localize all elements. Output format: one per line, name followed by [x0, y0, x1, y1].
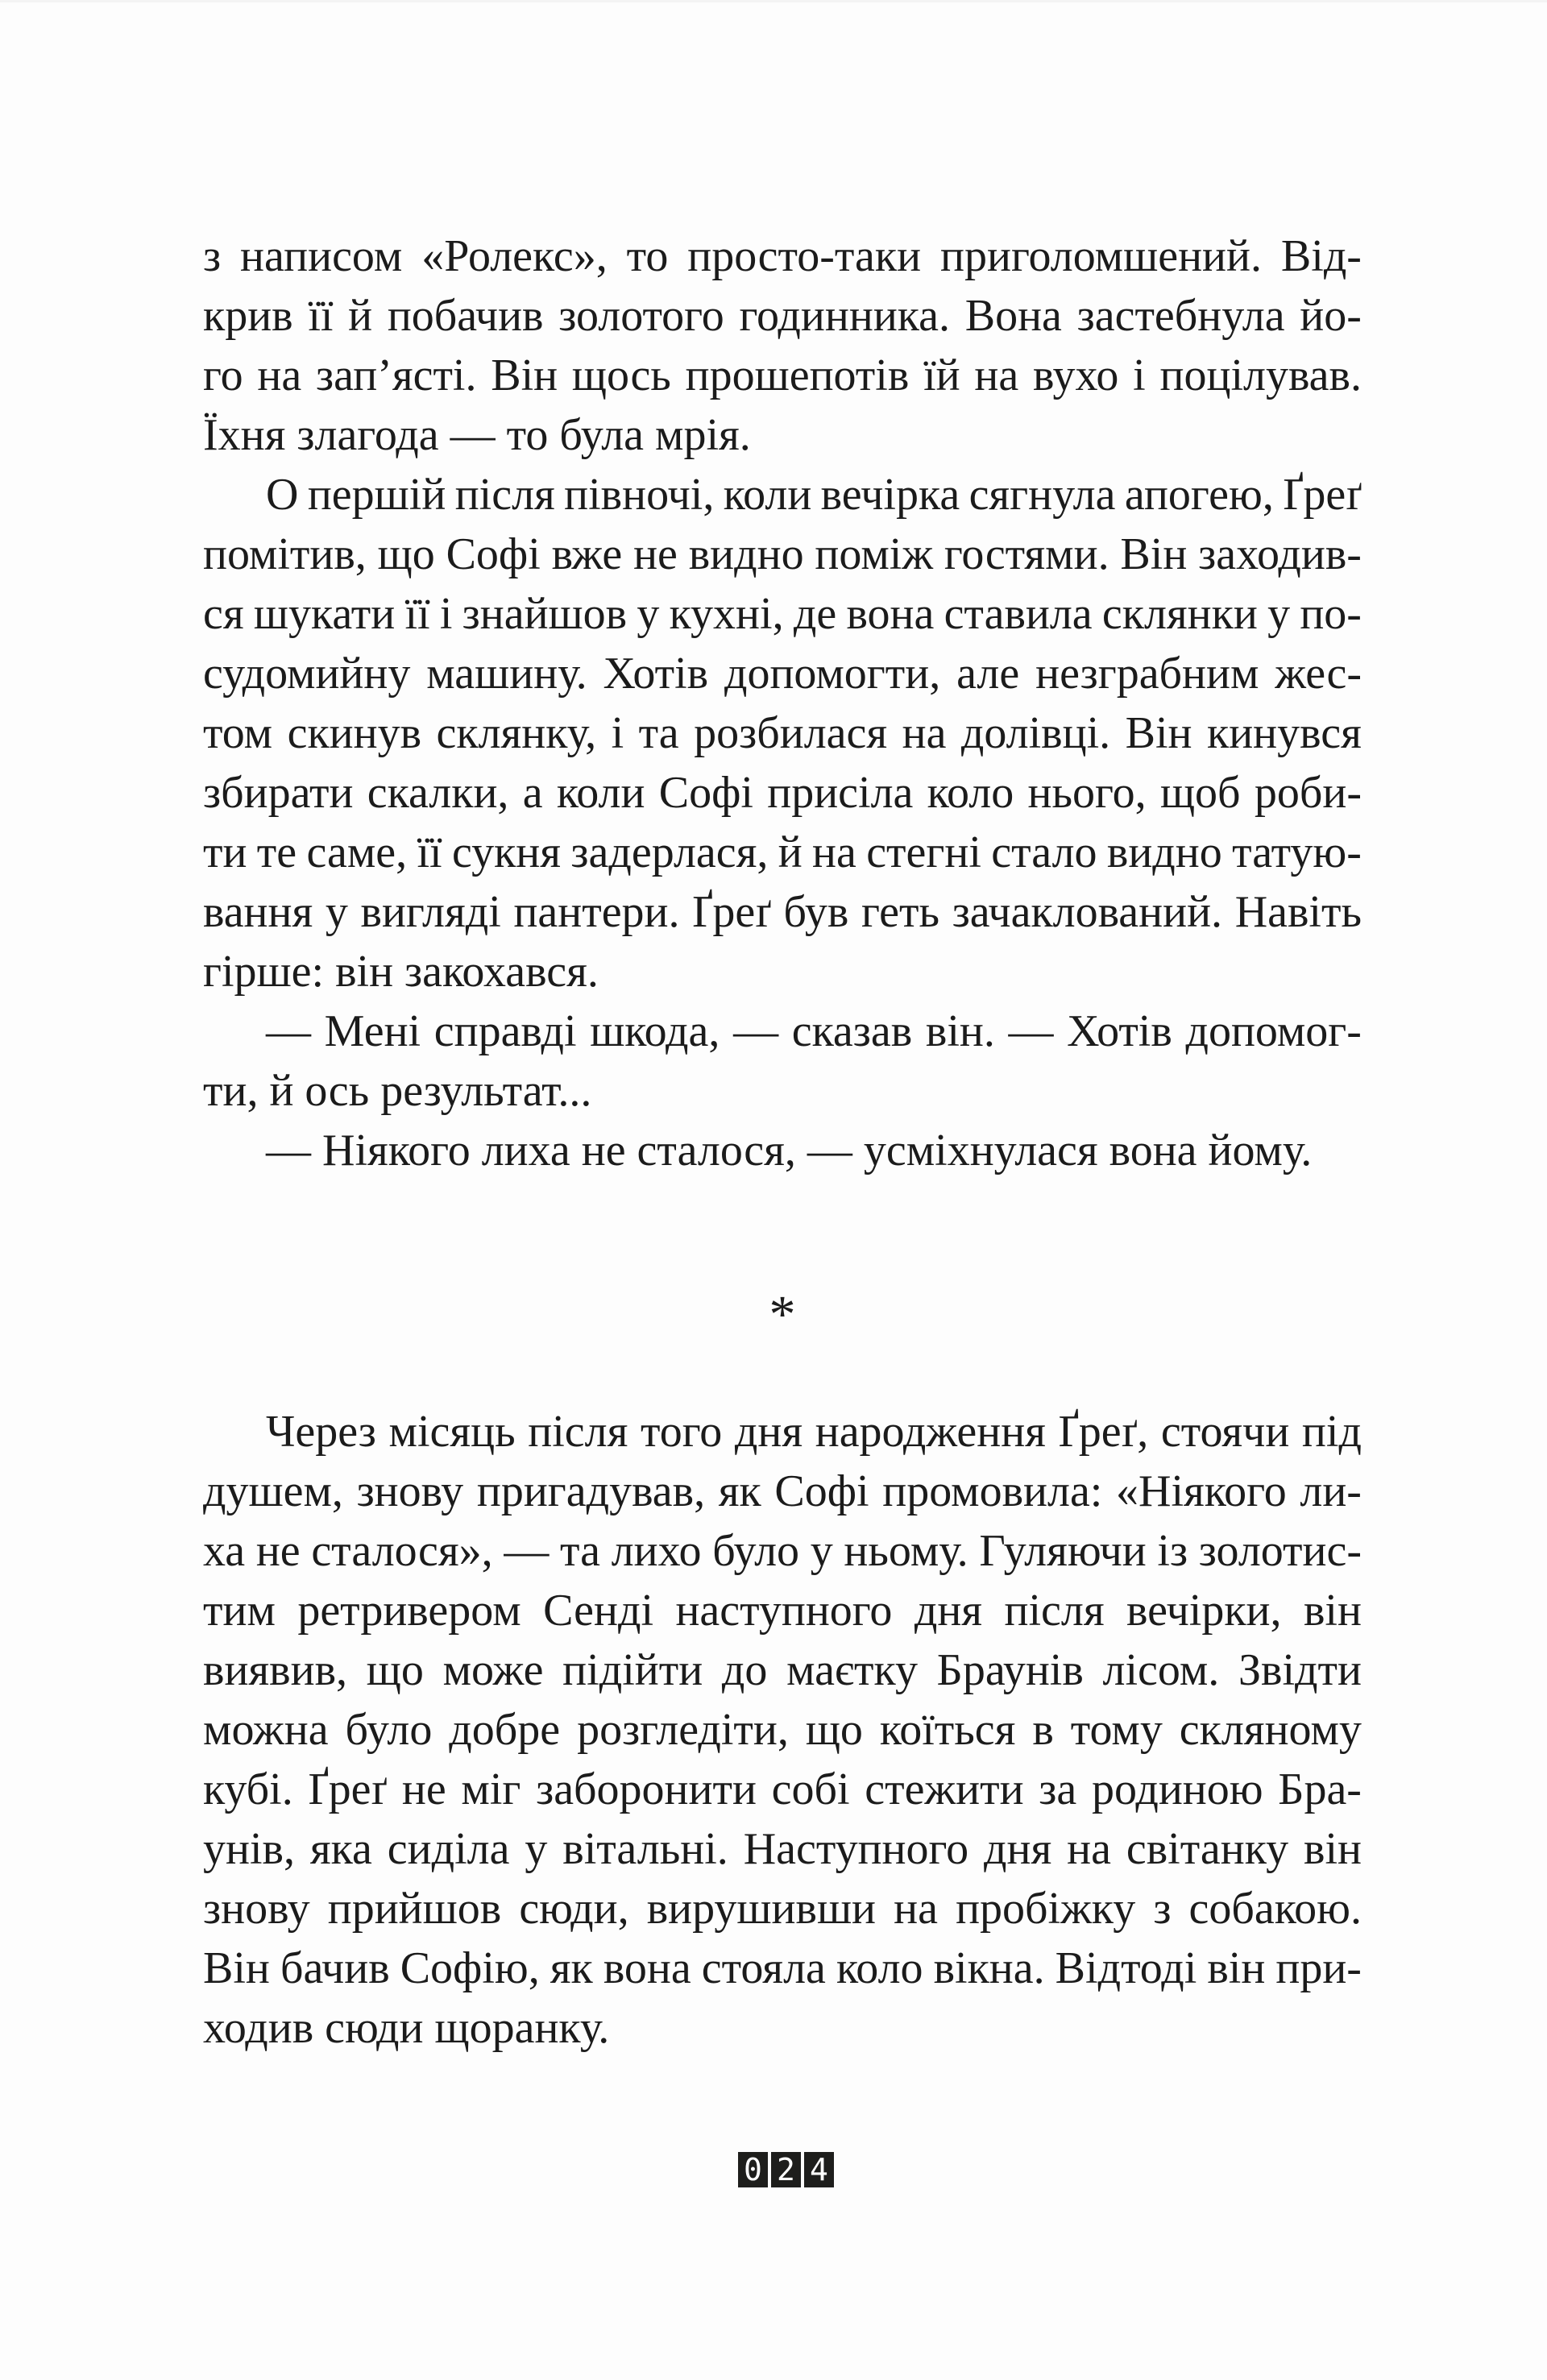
text-line: кубі. Ґреґ не міг заборонити собі стежити за родиною Бра-: [203, 1764, 1362, 1814]
text-line: Через місяць після того дня народження Ґреґ, стоячи під: [266, 1407, 1362, 1457]
text-line: вання у вигляді пантери. Ґреґ був геть зачаклований. Навіть: [203, 887, 1362, 937]
text-line: Їхня злагода — то була мрія.: [203, 410, 751, 460]
text-line: О першій після півночі, коли вечірка сягнула апогею, Ґреґ: [266, 470, 1362, 520]
text-line: знову прийшов сюди, вирушивши на пробіжку з собакою.: [203, 1884, 1362, 1934]
text-line: го на зап’ясті. Він щось прошепотів їй на вухо і поцілував.: [203, 350, 1362, 400]
page-edge-shadow: [0, 0, 1547, 2]
page-number-digit-box: 2: [771, 2152, 801, 2187]
text-line: ходив сюди щоранку.: [203, 2003, 610, 2053]
page-number: [738, 2152, 834, 2187]
text-line: з написом «Ролекс», то просто-таки приголомшений. Від-: [203, 231, 1362, 281]
body-text-block-2: [203, 1402, 1362, 2058]
text-line: том скинув склянку, і та розбилася на долівці. Він кинувся: [203, 708, 1362, 758]
text-line: можна було добре розгледіти, що коїться в тому скляному: [203, 1705, 1362, 1755]
asterisk-separator-glyph: *: [769, 1285, 796, 1344]
text-line: гірше: він закохався.: [203, 947, 599, 997]
text-line: крив її й побачив золотого годинника. Вона застебнула йо-: [203, 291, 1362, 341]
text-line: збирати скалки, а коли Софі присіла коло нього, щоб роби-: [203, 768, 1362, 818]
text-line: Він бачив Софію, як вона стояла коло вікна. Відтоді він при-: [203, 1943, 1362, 1993]
text-line: судомийну машину. Хотів допомогти, але незграбним жес-: [203, 649, 1362, 699]
text-line: виявив, що може підійти до маєтку Браунів лісом. Звідти: [203, 1645, 1362, 1695]
text-line: ти те саме, її сукня задерлася, й на стегні стало видно татую-: [203, 827, 1362, 877]
body-text-block-1: [203, 226, 1362, 1180]
text-line: ти, й ось результат...: [203, 1066, 592, 1116]
text-line: тим ретривером Сенді наступного дня після вечірки, він: [203, 1586, 1362, 1636]
text-line: — Ніякого лиха не сталося, — усміхнулася вона йому.: [266, 1126, 1313, 1175]
text-line: унів, яка сиділа у вітальні. Наступного дня на світанку він: [203, 1824, 1362, 1874]
text-line: помітив, що Софі вже не видно поміж гостями. Він заходив-: [203, 529, 1362, 579]
page-number-digit-box: 4: [804, 2152, 834, 2187]
section-separator: [203, 1180, 1362, 1402]
page-number-digit-box: 0: [738, 2152, 768, 2187]
text-line: — Мені справді шкода, — сказав він. — Хотів допомог-: [266, 1006, 1362, 1056]
text-line: ха не сталося», — та лихо було у ньому. Гуляючи із золотис-: [203, 1526, 1362, 1576]
text-line: душем, знову пригадував, як Софі промовила: «Ніякого ли-: [203, 1466, 1362, 1516]
text-line: ся шукати її і знайшов у кухні, де вона ставила склянки у по-: [203, 589, 1362, 639]
